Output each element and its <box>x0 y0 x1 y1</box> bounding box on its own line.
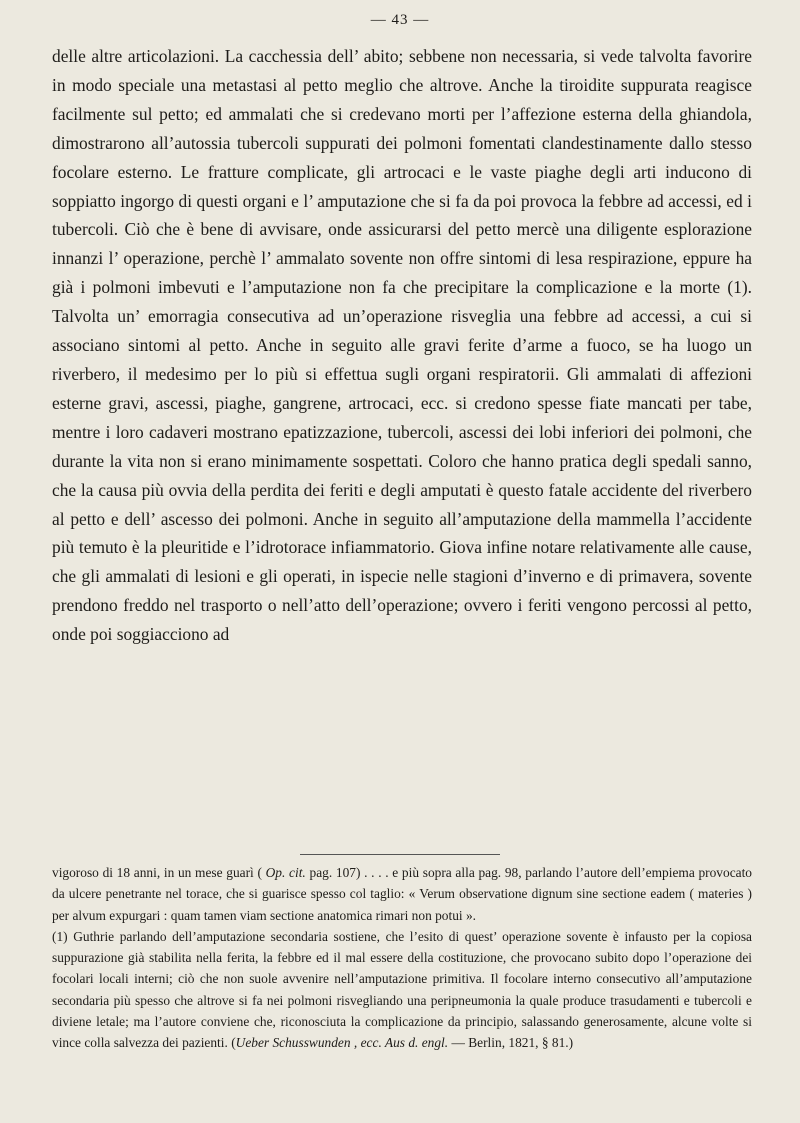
footnote-1-text-b: — Berlin, 1821, § 81.) <box>448 1035 574 1051</box>
footnote-continued-text-b: pag. 107) . . . . e più sopra alla pag. 98, parlando l’autore dell’empiema provocato da ulcere penetrante nel torace, che si guarisce spesso col taglio: « Verum observatione dignum sine sectione eadem ( materies ) per alvum expurgari : quam tamen viam sectione anatomica rimari non potui ». <box>52 865 753 923</box>
footnote-continued <box>52 862 752 926</box>
body-paragraph: delle altre articolazioni. La cacchessia dell’ abito; sebbene non necessaria, si vede talvolta favorire in modo speciale una metastasi al petto meglio che altrove. Anche la tiroidite suppurata reagisce facilmente sul petto; ed ammalati che si credevano morti per l’affezione esterna della ghiandola, dimostrarono all’autossia tubercoli suppurati dei polmoni fomentati clandestinamente dallo stesso focolare esterno. Le fratture complicate, gli artrocaci e le vaste piaghe degli arti inducono di soppiatto ingorgo di questi organi e l’ amputazione che si fa da poi provoca la febbre ad accessi, ed i tubercoli. Ciò che è bene di avvisare, onde assicurarsi del petto mercè una diligente esplorazione innanzi l’ operazione, perchè l’ ammalato sovente non offre sintomi di lesa respirazione, eppure ha già i polmoni imbevuti e l’amputazione non fa che precipitare la complicazione e la morte (1). Talvolta un’ emorragia consecutiva ad un’operazione risveglia una febbre ad accessi, a cui si associano sintomi al petto. Anche in seguito alle gravi ferite d’arme a fuoco, se ha luogo un riverbero, il medesimo per lo più si effettua sugli organi respiratorii. Gli ammalati di affezioni esterne gravi, ascessi, piaghe, gangrene, artrocaci, ecc. si credono spesse fiate mancati per tabe, mentre i loro cadaveri mostrano epatizzazione, tubercoli, ascessi dei lobi inferiori dei polmoni, che durante la vita non si erano minimamente sospettati. Coloro che hanno pratica degli spedali sanno, che la causa più ovvia della perdita dei feriti e degli amputati è questo fatale accidente del riverbero al petto e dell’ ascesso dei polmoni. Anche in seguito all’amputazione della mammella l’accidente più temuto è la pleuritide e l’idrotorace infiammatorio. Giova infine notare relativamente alle cause, che gli ammalati di lesioni e gli operati, in ispecie nelle stagioni d’inverno e di primavera, sovente prendono freddo nel trasporto o nell’atto dell’operazione; ovvero i feriti vengono percossi al petto, onde poi soggiacciono ad <box>52 46 752 645</box>
footnote-1-text-a: (1) Guthrie parlando dell’amputazione secondaria sostiene, che l’esito di quest’ operazione sovente è infausto per la copiosa suppurazione già stabilita nella ferita, la febbre ed il mal essere della costituzione, che provocano subito dopo l’operazione dei focolari locali interni; ciò che non suole avvenire nell’amputazione primitiva. Il focolare interno consecutivo all’amputazione secondaria più spesso che altrove si fa nei polmoni risvegliando una peripneumonia la quale produce trasudamenti e tubercoli e diviene letale; ma l’autore conviene che, riconosciuta la complicazione da principio, salassando generosamente, alcune volte si vince colla salvezza dei pazienti. ( <box>52 928 752 1051</box>
footnotes <box>52 862 752 1054</box>
footnote-1-citation-italic: Ueber Schusswunden , ecc. Aus d. engl. <box>235 1035 449 1051</box>
main-text <box>52 42 752 649</box>
footnote-citation-italic: Op. cit. <box>265 865 306 880</box>
footnote-continued-text-a: vigoroso di 18 anni, in un mese guarì ( <box>52 865 266 880</box>
page-number: — 43 — <box>370 12 430 28</box>
footnote-separator <box>300 854 500 855</box>
footnote-1 <box>52 926 752 1054</box>
